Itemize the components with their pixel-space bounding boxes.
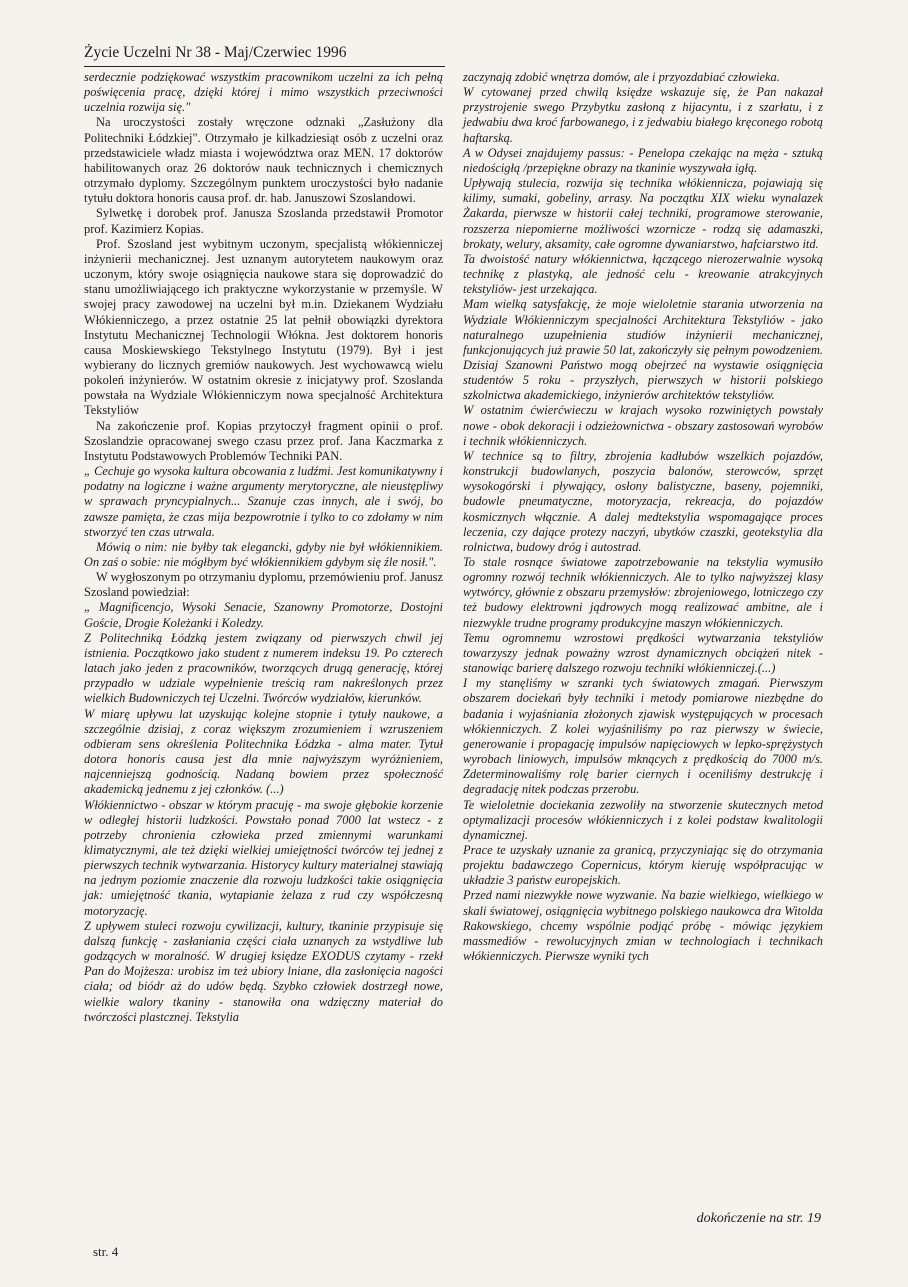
paragraph: To stale rosnące światowe zapotrzebowanie na tekstylia wymusiło ogromny rozwój technik włókienniczych. Ale to tylko najwyższej klasy wytwórcy, głównie z obszaru przemysłów: zbrojeniowego, lotniczego czy też budowy elektrowni jądrowych mogą realizować ambitne, ale i niezwykle trudne programy produkcyjne maszyn włókienniczych. xyxy=(463,555,823,630)
paragraph: I my stanęliśmy w szranki tych światowych zmagań. Pierwszym obszarem dociekań były techniki i metody pomiarowe niezbędne do badania i wyjaśniania złożonych zjawisk występujących w procesach włókienniczych. Z kolei wyjaśniliśmy po raz pierwszy w świecie, generowanie i propagację impulsów napięciowych w lepko-sprężystych wyrobach liniowych, impulsów mknących z prędkością do 7000 m/s. Zdeterminowaliśmy rolę barier ciernych i oceniliśmy destrukcję i degradację nitek podczas przerobu. xyxy=(463,676,823,797)
paragraph: Mam wielką satysfakcję, że moje wieloletnie starania utworzenia na Wydziale Włókienniczym specjalności Architektura Tekstyliów - jako naturalnego uzupełnienia studiów inżynierii mechanicznej, funkcjonujących już prawie 50 lat, zakończyły się pełnym powodzeniem. Dzisiaj Szanowni Państwo mogą obejrzeć na wystawie osiągnięcia studentów 5 roku - przyszłych, pierwszych w historii polskiego szkolnictwa akademickiego, inżynierów architektów tekstyliów. xyxy=(463,297,823,403)
paragraph: Prace te uzyskały uznanie za granicą, przyczyniając się do otrzymania projektu badawczego Copernicus, którym kieruję współpracując w układzie 3 państw europejskich. xyxy=(463,842,823,888)
paragraph: zaczynają zdobić wnętrza domów, ale i przyozdabiać człowieka. xyxy=(463,70,780,84)
paragraph: Na uroczystości zostały wręczone odznaki „Zasłużony dla Politechniki Łódzkiej". Otrzymało je kilkadziesiąt osób z uczelni oraz przedstawiciele władz miasta i województwa oraz MEN. 17 doktorów habilitowanych oraz 26 doktorów nauk technicznych i chemicznych otrzymało dyplomy. Szczególnym punktem uroczystości było nadanie tytułu doktora honoris causa prof. dr. hab. Januszowi Szoslandowi. xyxy=(84,115,443,206)
paragraph: Na zakończenie prof. Kopias przytoczył fragment opinii o prof. Szoslandzie opracowanej swego czasu przez prof. Jana Kaczmarka z Instytutu Podstawowych Problemów Techniki PAN. xyxy=(84,418,443,463)
paragraph: Z Politechniką Łódzką jestem związany od pierwszych chwil jej istnienia. Początkowo jako student z numerem indeksu 19. Po czterech latach jako jeden z pracowników, tworzących drugą generację, której przypadło w udziale wypełnienie treścią ram nakreślonych przez wielkich Budowniczych tej Uczelni. Twórców wydziałów, kierunków. xyxy=(84,630,443,706)
paragraph: W cytowanej przed chwilą księdze wskazuje się, że Pan nakazał przystrojenie swego Przybytku zasłoną z hijacyntu, i z szarłatu, i z jedwabiu dwa kroć farbowanego, i z jedwabiu białego kręconego robotą haftarską. xyxy=(463,85,823,145)
right-column xyxy=(463,70,823,964)
page-header: Życie Uczelni Nr 38 - Maj/Czerwiec 1996 xyxy=(84,44,347,61)
paragraph: W technice są to filtry, zbrojenia kadłubów wszelkich pojazdów, konstrukcji budowlanych, poszycia balonów, sterowców, sprzęt wysokogórski i pływający, osłony balistyczne, baseny, pojemniki, budowle pneumatyczne, motoryzacja, rekreacja, do pojazdów kosmicznych włącznie. A dalej medtekstylia wspomagające proces leczenia, czy dające protezy naczyń, ubytków czaszki, geotekstylia dla rolnictwa, budowy dróg i autostrad. xyxy=(463,448,823,554)
paragraph: A w Odysei znajdujemy passus: - Penelopa czekając na męża - sztuką niedościgłą /przepiękne obrazy na tkaninie wyszywała igłą. xyxy=(463,145,823,175)
header-rule xyxy=(84,66,445,67)
paragraph: „ Cechuje go wysoka kultura obcowania z ludźmi. Jest komunikatywny i podatny na logiczne i ważne argumenty merytoryczne, ale nieustępliwy w sprawach pryncypialnych... Szanuje czas innych, ale i swój, bo zawsze pamięta, że czas mija bezpowrotnie i tylko to co zdołamy w nim stworzyć ten czas utrwala. xyxy=(84,464,443,539)
paragraph: Prof. Szosland jest wybitnym uczonym, specjalistą włókienniczej inżynierii mechanicznej. Jest uznanym autorytetem naukowym oraz uczonym, który swoje osiągnięcia naukowe stara się doprowadzić do stanu umożliwiającego ich praktyczne wykorzystanie w przemyśle. W swojej pracy zawodowej na uczelni był m.in. Dziekanem Wydziału Włókienniczego, a przez ostatnie 25 lat pełnił obowiązki dyrektora Instytutu Mechanicznej Technologii Włókna. Jest doktorem honoris causa Moskiewskiego Tekstylnego Instytutu (1979). Był i jest wybierany do licznych gremiów naukowych. Jest wychowawcą wielu pokoleń inżynierów. W ostatnim okresie z inicjatywy prof. Szoslanda powstała na Wydziale Włókienniczym nowa specjalność Architektura Tekstyliów xyxy=(84,236,443,418)
paragraph: „ Magnificencjo, Wysoki Senacie, Szanowny Promotorze, Dostojni Goście, Drogie Koleżanki i Koledzy. xyxy=(84,600,443,630)
paragraph: Z upływem stuleci rozwoju cywilizacji, kultury, tkaninie przypisuje się dalszą funkcję - zasłaniania części ciała uznanych za wstydliwe lub godzących w moralność. W drugiej księdze EXODUS czytamy - rzekł Pan do Mojżesza: urobisz im też ubiory lniane, dla zasłonięcia nagości ciała; od biódr aż do udów będą. Szybko człowiek dostrzegł nowe, wielkie walory tkaniny - stanowiła ona wdzięczny materiał do twórczości plastcznej. Tekstylia xyxy=(84,918,443,1024)
paragraph: Przed nami niezwykłe nowe wyzwanie. Na bazie wielkiego, wielkiego w skali światowej, osiągnięcia wybitnego polskiego naukowca dra Witolda Rakowskiego, chcemy wspólnie podjąć próbę - mówiąc językiem massmediów - rewolucyjnych zmian w technologiach i technikach włókienniczych. Pierwsze wyniki tych xyxy=(463,888,823,964)
paragraph: Mówią o nim: nie byłby tak elegancki, gdyby nie był włókiennikiem. On zaś o sobie: nie mógłbym być włókiennikiem gdybym się źle nosił.". xyxy=(84,539,443,569)
paragraph: Ta dwoistość natury włókiennictwa, łączącego nierozerwalnie wysoką technikę z plastyką, ale jedność celu - kreowanie atrakcyjnych tekstyliów- jest urzekająca. xyxy=(463,251,823,297)
left-column xyxy=(84,70,443,1025)
paragraph: Upływają stulecia, rozwija się technika włókiennicza, pojawiają się kilimy, sumaki, gobeliny, arrasy. Na początku XIX wieku wynalazek Żakarda, pierwsze w historii całej techniki, programowe sterowanie, rozszerza niepomierne możliwości wzornicze - rodzą się adamaszki, brokaty, welury, aksamity, całe ogromne dywaniarstwo, hafciarstwo itd. xyxy=(463,176,823,251)
continued-note: dokończenie na str. 19 xyxy=(696,1211,821,1226)
paragraph: W ostatnim ćwierćwieczu w krajach wysoko rozwiniętych powstały nowe - obok dekoracji i odzieżownictwa - obszary zastosowań wyrobów i technik włókienniczych. xyxy=(463,403,823,448)
paragraph: Włókiennictwo - obszar w którym pracuję - ma swoje głębokie korzenie w odległej historii ludzkości. Powstało ponad 7000 lat wstecz - z potrzeby chronienia człowieka przed zmiennymi warunkami klimatycznymi, ale też dzięki wielkiej umiejętności twórców tej jednej z pierwszych technik wytwarzania. Historycy kultury materialnej stawiają na jednym poziomie znaczenie dla rozwoju ludzkości takie osiągnięcia jak: umiejętność tkania, wytapianie żelaza z rud czy współczesną motoryzację. xyxy=(84,797,443,918)
paragraph: W wygłoszonym po otrzymaniu dyplomu, przemówieniu prof. Janusz Szosland powiedział: xyxy=(84,570,443,600)
paragraph: W miarę upływu lat uzyskując kolejne stopnie i tytuły naukowe, a szczególnie dzisiaj, z coraz większym zrozumieniem i wzruszeniem odbieram sens określenia Politechnika Łódzka - alma mater. Tytuł dotora honoris causa jest dla mnie najwyższym wyróżnieniem, najcenniejszą godnością. Nadaną bowiem przez społeczność akademicką jednemu z jej członków. (...) xyxy=(84,706,443,797)
paragraph: serdecznie podziękować wszystkim pracownikom uczelni za ich pełną poświęcenia pracę, dzięki której i mimo wszystkich przeciwności uczelnia rozwija się." xyxy=(84,70,443,115)
paragraph: Temu ogromnemu wzrostowi prędkości wytwarzania tekstyliów towarzyszy jednak poważny wzrost dynamicznych obciążeń nitek - stanowiąc barierę dalszego rozwoju techniki włókienniczej.(...) xyxy=(463,630,823,676)
paragraph: Sylwetkę i dorobek prof. Janusza Szoslanda przedstawił Promotor prof. Kazimierz Kopias. xyxy=(84,206,443,236)
paragraph: Te wieloletnie dociekania zezwoliły na stworzenie skutecznych metod optymalizacji procesów włókienniczych i z kolei podstaw kwalitologii dynamicznej. xyxy=(463,797,823,842)
page-number: str. 4 xyxy=(93,1244,119,1259)
